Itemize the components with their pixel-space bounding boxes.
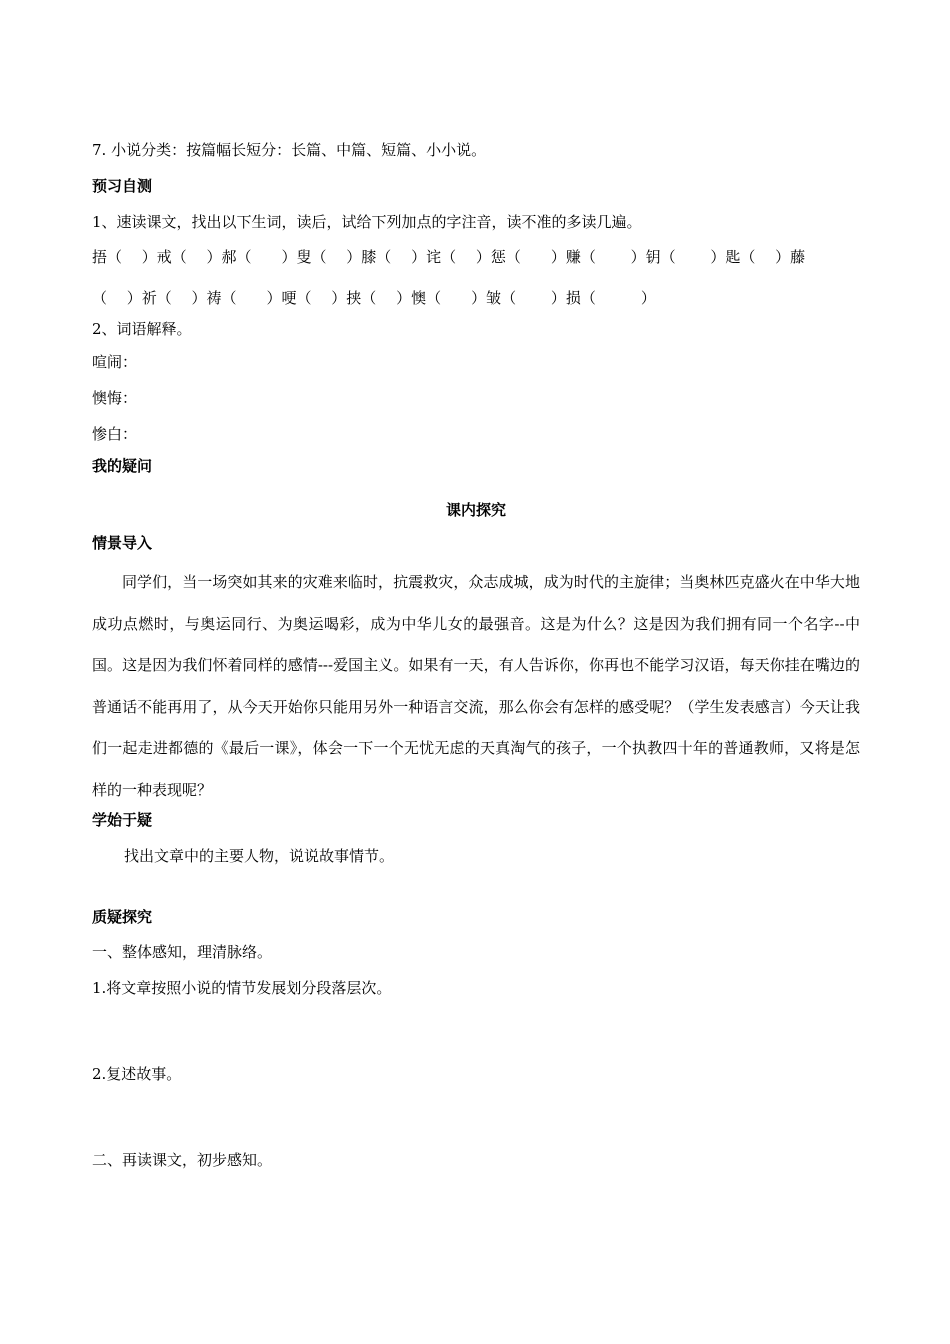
question-1: 1、速读课文，找出以下生词，读后，试给下列加点的字注音，读不准的多读几遍。	[92, 213, 642, 231]
inquiry-heading: 质疑探究	[92, 908, 153, 926]
intro-paragraph: 同学们，当一场突如其来的灾难来临时，抗震救灾，众志成城，成为时代的主旋律；当奥林匹克盛火在中华大地成功点燃时，与奥运同行、为奥运喝彩，成为中华儿女的最强音。这是为什么？这是因为我们拥有同一个名字--中国。这是因为我们怀着同样的感情---爱国主义。如果有一天，有人告诉你，你再也不能学习汉语，每天你挂在嘴边的普通话不能再用了，从今天开始你只能用另外一种语言交流，那么你会有怎样的感受呢？（学生发表感言）今天让我们一起走进都德的《最后一课》，体会一下一个无忧无虑的天真淘气的孩子，一个执教四十年的普通教师，又将是怎样的一种表现呢？	[92, 573, 860, 799]
my-questions-heading: 我的疑问	[92, 457, 153, 475]
doubt-text: 找出文章中的主要人物，说说故事情节。	[124, 847, 395, 865]
word-explain-2: 懊悔：	[92, 389, 138, 407]
self-test-heading: 预习自测	[92, 177, 153, 195]
task-2: 2.复述故事。	[92, 1065, 182, 1083]
pinyin-char-row-2: （ ）祈（ ）祷（ ）哽（ ）挟（ ）懊（ ）皱（ ）损（ ）	[92, 289, 656, 307]
novel-classification-item: 7. 小说分类：按篇幅长短分：长篇、中篇、短篇、小小说。	[92, 141, 487, 159]
task-1: 1.将文章按照小说的情节发展划分段落层次。	[92, 979, 392, 997]
word-explain-3: 惨白：	[92, 425, 138, 443]
part-1-heading: 一、整体感知，理清脉络。	[92, 943, 273, 961]
section-title: 课内探究	[445, 501, 506, 519]
word-explain-1: 喧闹：	[92, 353, 138, 371]
part-2-heading: 二、再读课文，初步感知。	[92, 1151, 273, 1169]
doubt-heading: 学始于疑	[92, 811, 153, 829]
intro-heading: 情景导入	[92, 534, 153, 552]
pinyin-char-row-1: 捂（ ）戒（ ）郝（ ）叟（ ）膝（ ）诧（ ）惩（ ）赚（ ）钥（ ）匙（ ）藤	[92, 248, 806, 266]
question-2: 2、词语解释。	[92, 320, 192, 338]
